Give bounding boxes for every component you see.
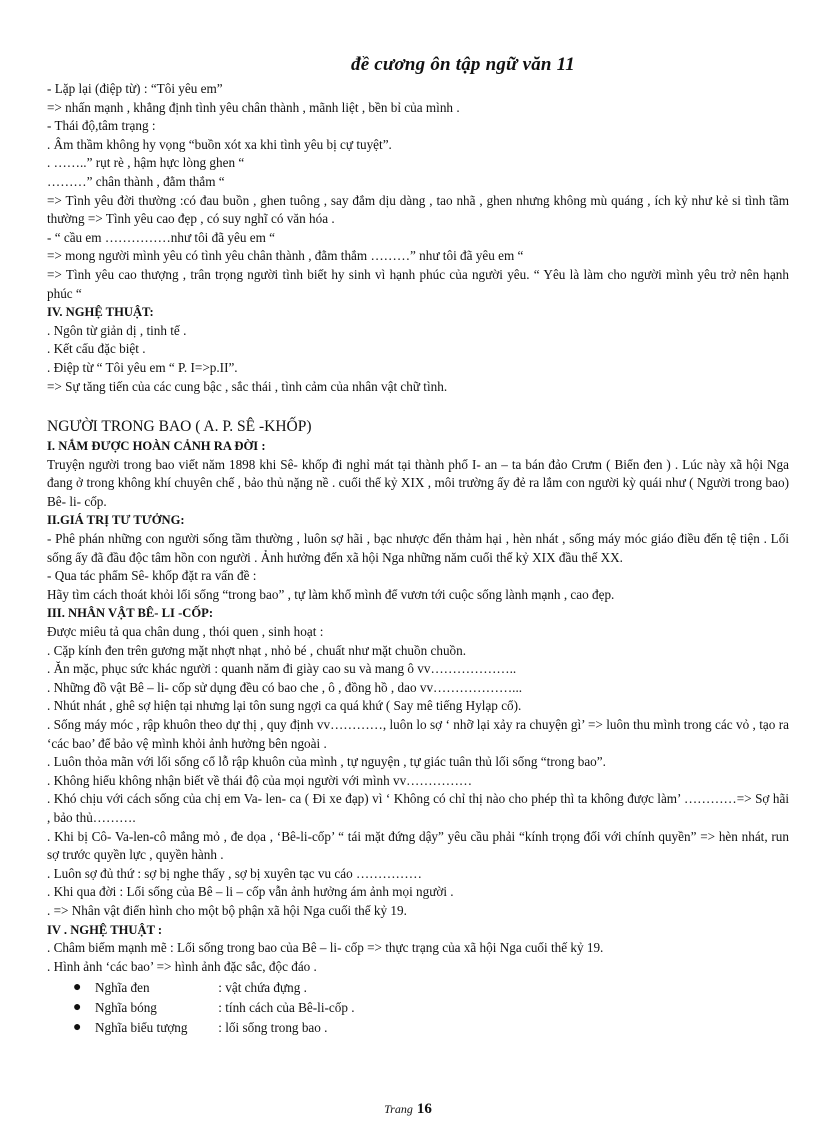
- list-item-desc: : lối sống trong bao .: [218, 1020, 328, 1036]
- text-line: . Cặp kính đen trên gương mặt nhợt nhạt , nhỏ bé , chuất như mặt chuồn chuồn.: [47, 642, 467, 658]
- text-line: . Không hiểu không nhận biết về thái độ của mọi người với mình vv……………: [47, 772, 473, 788]
- text-line: Được miêu tả qua chân dung , thói quen , sinh hoạt :: [47, 624, 324, 640]
- text-line: => mong người mình yêu có tình yêu chân thành , đằm thắm ………” như tôi đã yêu em “: [47, 248, 524, 264]
- bullet-icon: ●: [73, 1000, 82, 1016]
- text-line: . Khi qua đời : Lối sống của Bê – li – cốp vẫn ảnh hưởng ám ảnh mọi người .: [47, 884, 454, 900]
- text-paragraph: - Phê phán những con người sống tầm thường , luôn sợ hãi , bạc nhược đến thảm hại , hèn nhát , sống máy móc giáo điều đến tệ tiện . Lối sống ấy đã đầu độc tâm hồn con người . Ảnh hưởng đến xã hội Nga những năm cuối thế kỷ XIX đầu thế XX.: [47, 531, 789, 565]
- text-line: . Ăn mặc, phục sức khác người : quanh năm đi giày cao su và mang ô vv………………..: [47, 661, 517, 677]
- text-paragraph: . Khó chịu với cách sống của chị em Va- len- ca ( Đi xe đạp) vì ‘ Không có chỉ thị nào cho phép thì ta không được làm’ …………=> Sợ hãi , bảo thủ……….: [47, 791, 789, 825]
- text-line: - Lặp lại (điệp từ) : “Tôi yêu em”: [47, 81, 223, 96]
- section-heading: IV . NGHỆ THUẬT :: [47, 922, 163, 937]
- list-item-term: Nghĩa biểu tượng: [95, 1020, 188, 1036]
- text-line: . Điệp từ “ Tôi yêu em “ P. I=>p.II”.: [47, 359, 238, 375]
- text-paragraph: . Sống máy móc , rập khuôn theo dự thị , quy định vv…………, luôn lo sợ ‘ nhỡ lại xảy ra chuyện gì’ => luôn thu mình trong các vỏ , tạo ra ‘các bao’ để bảo vệ mình khỏi ảnh hưởng bên ngoài .: [47, 717, 789, 751]
- text-paragraph: Truyện người trong bao viết năm 1898 khi Sê- khốp đi nghỉ mát tại thành phố I- an – ta bán đảo Crưm ( Biển đen ) . Lúc này xã hội Nga đang ở trong không khí chuyên chế , bảo thủ nặng nề . cuối thế kỷ XIX , môi trường ấy đẻ ra lắm con người kỳ quái như ( Người trong bao) Bê- li- cốp.: [47, 456, 789, 509]
- text-line: . Những đồ vật Bê – li- cốp sử dụng đều có bao che , ô , đồng hồ , dao vv………………...: [47, 679, 523, 695]
- story-title: NGƯỜI TRONG BAO ( A. P. SÊ -KHỐP): [47, 418, 312, 436]
- text-line: - Qua tác phẩm Sê- khốp đặt ra vấn đề :: [47, 568, 257, 584]
- page-number: 16: [416, 1101, 432, 1117]
- list-item: [47, 998, 789, 1018]
- text-line: . Nhút nhát , ghê sợ hiện tại nhưng lại tôn sung ngợi ca quá khứ ( Say mê tiếng Hylạp cổ).: [47, 698, 522, 714]
- list-item: [47, 978, 789, 998]
- text-line: - “ cầu em ……………như tôi đã yêu em “: [47, 229, 275, 245]
- page-label: Trang: [384, 1102, 413, 1116]
- section-heading: I. NẮM ĐƯỢC HOÀN CẢNH RA ĐỜI :: [47, 439, 266, 454]
- text-line: . Âm thầm không hy vọng “buồn xót xa khi tình yêu bị cự tuyệt”.: [47, 136, 392, 152]
- text-line: Hãy tìm cách thoát khỏi lối sống “trong bao” , tự làm khổ mình để vươn tới cuộc sống lành mạnh , cao đẹp.: [47, 586, 615, 602]
- text-paragraph: => Tình yêu đời thường :có đau buồn , ghen tuông , say đắm dịu dàng , tao nhã , ghen nhưng không mù quáng , ích kỷ như kẻ si tình tầm thường => Tình yêu cao đẹp , có suy nghĩ có văn hóa .: [47, 192, 789, 227]
- text-line: . Luôn thỏa mãn với lối sống cổ lỗ rập khuôn của mình , tự nguyện , tự giác tuân thủ lối sống “trong bao”.: [47, 754, 606, 770]
- text-line: ………” chân thành , đằm thắm “: [47, 173, 225, 189]
- bullet-icon: ●: [73, 1020, 82, 1036]
- section-heading: II.GIÁ TRỊ TƯ TƯỞNG:: [47, 513, 185, 528]
- list-item-term: Nghĩa đen: [95, 980, 150, 996]
- text-line: . Kết cấu đặc biệt .: [47, 341, 146, 357]
- section-heading: III. NHÂN VẬT BÊ- LI -CỐP:: [47, 606, 214, 621]
- text-line: - Thái độ,tâm trạng :: [47, 118, 156, 134]
- bullet-icon: ●: [73, 980, 82, 996]
- text-line: . Luôn sợ đủ thứ : sợ bị nghe thấy , sợ bị xuyên tạc vu cáo ……………: [47, 865, 422, 881]
- art-section-1: [47, 303, 789, 396]
- text-paragraph: . Khi bị Cô- Va-len-cô mắng mỏ , đe dọa , ‘Bê-li-cốp’ “ tái mặt đứng dậy” yêu cầu phải “kính trọng đối với chính quyền” => hèn nhát, run sợ trước quyền lực , quyền hành .: [47, 828, 789, 863]
- text-line: . Châm biếm mạnh mẽ : Lối sống trong bao của Bê – li- cốp => thực trạng của xã hội Nga cuối thế kỷ 19.: [47, 940, 604, 956]
- text-line: . ……..” rụt rè , hậm hực lòng ghen “: [47, 155, 245, 171]
- list-item-desc: : tính cách của Bê-li-cốp .: [218, 1000, 355, 1016]
- poem-analysis-section: [47, 80, 789, 303]
- page-footer: [0, 1100, 816, 1118]
- page-header: đề cương ôn tập ngữ văn 11: [351, 54, 575, 75]
- text-paragraph: => Tình yêu cao thượng , trân trọng người tình biết hy sinh vì hạnh phúc của người yêu. “ Yêu là làm cho người mình yêu trở nên hạnh phúc “: [47, 266, 789, 301]
- story-section: [47, 417, 789, 1038]
- section-heading: IV. NGHỆ THUẬT:: [47, 305, 154, 320]
- text-line: . Ngôn từ giản dị , tinh tế .: [47, 322, 187, 338]
- text-line: => nhấn mạnh , khẳng định tình yêu chân thành , mãnh liệt , bền bỉ của mình .: [47, 99, 460, 115]
- text-line: => Sự tăng tiến của các cung bậc , sắc thái , tình cảm của nhân vật chữ tình.: [47, 378, 448, 394]
- list-item: [47, 1018, 789, 1038]
- text-line: . Hình ảnh ‘các bao’ => hình ảnh đặc sắc, độc đáo .: [47, 958, 317, 974]
- list-item-desc: : vật chứa đựng .: [218, 980, 307, 996]
- text-line: . => Nhân vật điển hình cho một bộ phận xã hội Nga cuối thế kỷ 19.: [47, 902, 407, 918]
- meaning-list: [47, 978, 789, 1038]
- list-item-term: Nghĩa bóng: [95, 1000, 157, 1016]
- document-page: [47, 50, 789, 1038]
